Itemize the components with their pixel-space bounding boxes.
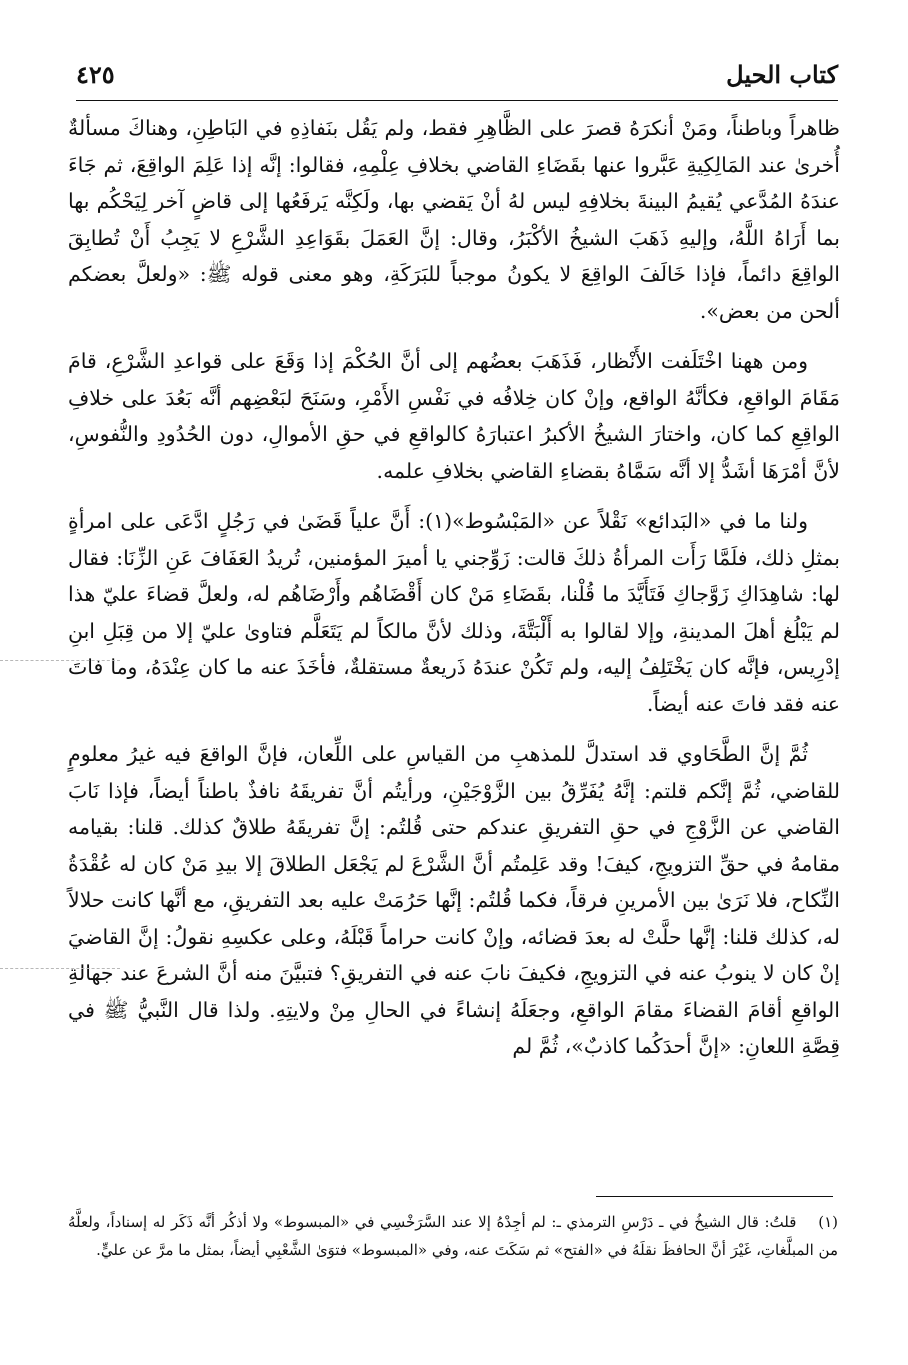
footnote-separator	[596, 1196, 833, 1197]
paragraph-4: ثُمَّ إنَّ الطَّحَاوي قد استدلَّ للمذهبِ من القياسِ على اللِّعان، فإنَّ الواقعَ فيه غيرُ معلومٍ للقاضي، ثُمَّ إنَّكم قلتم: إنَّهُ يُفَرِّقُ بين الزَّوْجَيْنِ، ورأيتُم أنَّ تفريقَهُ نافذٌ باطناً أيضاً، فإذا نَابَ القاضي عن الزَّوْجِ في حقِ التفريقِ عندكم حتى قُلتُم: إنَّ تفريقَهُ طلاقٌ كذلك. قلنا: بقيامه مقامهُ في حقِّ التزويجِ، كيفَ! وقد عَلِمتُم أنَّ الشَّرْعَ لم يَجْعَل الطلاقَ إلا بيدِ مَنْ كان له عُقْدَةُ النِّكاح، فلا نَرَىٰ بين الأمرينِ فرقاً، فكما قُلتُم: إنَّها حَرُمَتْ عليه بعد التفريقِ، مع أنَّها كانت حلالاً له، كذلك قلنا: إنَّها حلَّتْ له بعدَ قضائه، وإنْ كانت حراماً قَبْلَهُ، وعلى عكسِهِ نقولُ: إنَّ القاضيَ إنْ كان لا ينوبُ عنه في التزويجِ، فكيفَ نابَ عنه في التفريقِ؟ فتبيَّنَ منه أنَّ الشرعَ عند جهالةِ الواقعِ أقامَ القضاءَ مقامَ الواقعِ، وجعَلَهُ إنشاءً في الحالِ مِنْ ولايتِهِ. ولذا قال النَّبيُّ ﷺ في قِصَّةِ اللعانِ: «إنَّ أحدَكُما كاذبٌ»، ثُمَّ لم	[68, 742, 840, 1058]
running-title: كتاب الحيل	[726, 60, 838, 89]
paragraph-1: ظاهراً وباطناً، ومَنْ أنكرَهُ قصرَ على الظَّاهِرِ فقط، ولم يَقُل بنَفاذِهِ في البَاطِنِ، وهناكَ مسألةٌ أُخرىٰ عند المَالِكِيةِ عَبَّروا عنها بقَضَاءِ القاضي بخلافِ عِلْمِهِ، فقالوا: إنَّه إذا عَلِمَ الواقِعَ، ثم جَاءَ عندَهُ المُدَّعي يُقيمُ البينةَ بخلافِهِ ليس لهُ أنْ يَقضي بها، ولَكِنَّه يَرفَعُها إلى قاضٍ آخر لِيَحْكُم بها بما أَرَاهُ اللَّهُ، وإليهِ ذَهَبَ الشيخُ الأكْبَرُ، وقال: إنَّ العَمَلَ بقَوَاعِدِ الشَّرْعِ لا يَجِبُ أَنْ تُطابِقَ الواقِعَ دائماً، فإذا خَالَفَ الواقِعَ لا يكونُ موجباً للبَرَكَةِ، وهو معنى قوله ﷺ: «ولعلَّ بعضكم ألحن من بعض».	[68, 116, 840, 323]
main-text	[68, 110, 840, 1079]
paragraph-2: ومن ههنا اخْتَلَفت الأَنْظار، فَذَهَبَ بعضُهم إلى أنَّ الحُكْمَ إذا وَقَعَ على قواعدِ الشَّرْعِ، قامَ مَقَامَ الواقعِ، فكأنَّهُ الواقع، وإنْ كان خِلافُه في نَفْسِ الأَمْرِ، وسَنَحَ لبَعْضِهم أنَّه بَعُدَ على خلافِ الواقِعِ كما كان، واختارَ الشيخُ الأكبرُ اعتبارَهُ كالواقعِ في حقِ الأموالِ، دون الحُدُودِ والنُّفوسِ، لأنَّ أمْرَهَا أشَدُّ إلا أنَّه سَمَّاهُ بقضاءِ القاضي بخلافِ علمه.	[68, 349, 840, 483]
page-number: ٤٢٥	[76, 60, 115, 89]
scan-artifact-line	[0, 660, 120, 661]
footnote-marker: (١)	[818, 1213, 838, 1231]
footnote	[68, 1208, 838, 1264]
footnote-text: قلتُ: قال الشيخُ في ـ دَرْسِ الترمذي ـ: لم أجِدْهُ إلا عند السَّرَخْسِي في «المبسوط» ولا أذكُر أنَّه ذَكَر له إسناداً، ولعلَّهُ من المبلَّغاتِ، غَيْرَ أنَّ الحافظَ نقلَهُ في «الفتح» ثم سَكَتَ عنه، وفي «المبسوط» فتوَىٰ الشَّعْبِي أيضاً، بمثل ما مرَّ عن عليٍّ.	[68, 1213, 838, 1259]
scan-artifact-line	[0, 968, 120, 969]
page-header	[76, 56, 838, 101]
paragraph-3: ولنا ما في «البَدائع» نَقْلاً عن «المَبْسُوط»(١): أَنَّ علياً قَضَىٰ في رَجُلٍ ادَّعَى على امرأةٍ بمثلِ ذلك، فلَمَّا رَأَت المرأةُ ذلكَ قالت: زَوِّجني يا أميرَ المؤمنين، تُريدُ العَفَافَ عَنِ الزِّنَا: فقال لها: شاهِدَاكِ زَوَّجاكِ فَتَأَيَّدَ ما قُلْنا، بقَضَاءِ مَنْ كان أَقْضَاهُم وأَرْضَاهُم له، ولعلَّ قضاءَ عليّ هذا لم يَبْلُغ أهلَ المدينةِ، وإلا لقالوا به أَلْبَتَّةَ، وذلك لأنَّ مالكاً لم يَتَعَلَّم فتاوىٰ عليّ إلا من قِبَلِ ابنِ إدْرِيس، فإنَّه كان يَخْتَلِفُ إليه، ولم تَكُنْ عندَهُ ذَريعةٌ مستقلةٌ، فأخَذَ عنه ما كان عِنْدَهُ، وما فاتَ عنه فقد فاتَ عنه أيضاً.	[68, 509, 840, 716]
